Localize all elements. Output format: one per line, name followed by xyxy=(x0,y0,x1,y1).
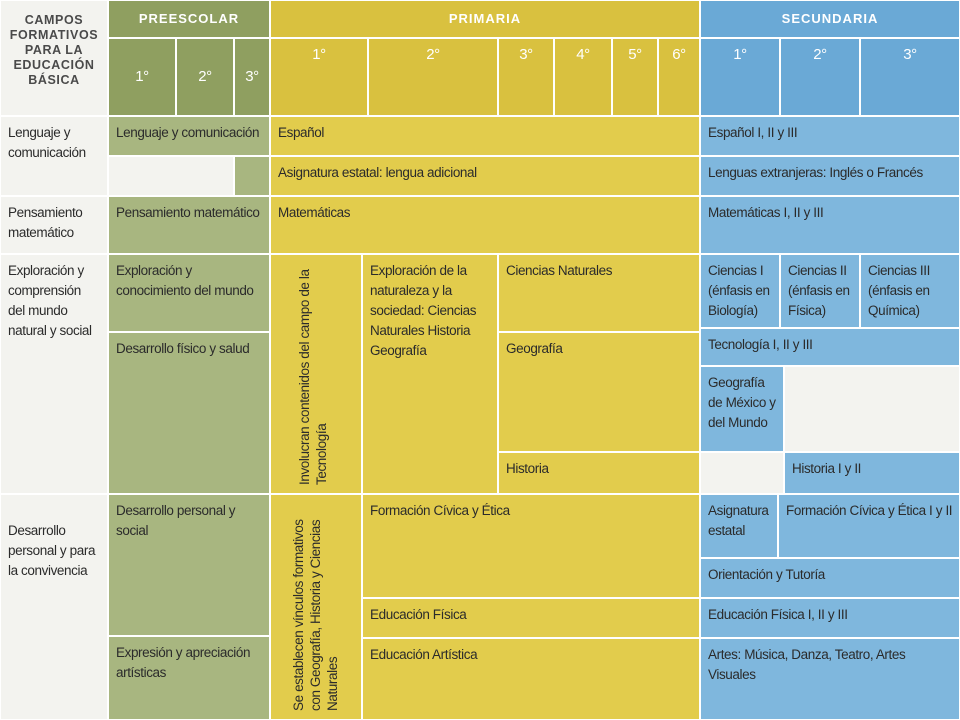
pre-grade3-block xyxy=(234,156,270,196)
sec-lenguas: Lenguas extranjeras: Inglés o Francés xyxy=(700,156,960,196)
grade-primaria-6: 6° xyxy=(658,38,700,116)
tecnologia-vertical-text: Involucran contenidos del campo de la Tecnología xyxy=(297,269,329,485)
pri-vinculos-vertical xyxy=(270,494,362,720)
grade-preescolar-2: 2° xyxy=(176,38,234,116)
sec-geografia: Geografía de México y del Mundo xyxy=(700,366,784,452)
sec-formacion-civica: Formación Cívica y Ética I y II xyxy=(778,494,960,558)
sec-artes: Artes: Música, Danza, Teatro, Artes Visuales xyxy=(700,638,960,720)
grade-primaria-1: 1° xyxy=(270,38,368,116)
grade-secundaria-3: 3° xyxy=(860,38,960,116)
grade-primaria-4: 4° xyxy=(554,38,612,116)
sec-espanol: Español I, II y III xyxy=(700,116,960,156)
field-desarrollo: Desarrollo personal y para la convivencia xyxy=(0,494,108,720)
sec-orientacion: Orientación y Tutoría xyxy=(700,558,960,598)
pre-desarrollo-personal: Desarrollo personal y social xyxy=(108,494,270,636)
sec-empty-right xyxy=(784,366,960,452)
sec-ciencias-3: Ciencias III (énfasis en Química) xyxy=(860,254,960,328)
vinculos-vertical-text: Se establecen vínculos formativos con Geografía, Historia y Ciencias Naturales xyxy=(291,519,340,711)
field-exploracion: Exploración y comprensión del mundo natural y social xyxy=(0,254,108,494)
pri-historia: Historia xyxy=(498,452,700,494)
field-lenguaje: Lenguaje y comunicación xyxy=(0,116,108,196)
grade-preescolar-3: 3° xyxy=(234,38,270,116)
pri-exploracion-naturaleza: Exploración de la naturaleza y la sociedad: Ciencias Naturales Historia Geografía xyxy=(362,254,498,494)
pri-matematicas: Matemáticas xyxy=(270,196,700,254)
pre-empty-block xyxy=(108,156,234,196)
sec-matematicas: Matemáticas I, II y III xyxy=(700,196,960,254)
grade-secundaria-1: 1° xyxy=(700,38,780,116)
pri-educacion-artistica: Educación Artística xyxy=(362,638,700,720)
sec-ciencias-1: Ciencias I (énfasis en Biología) xyxy=(700,254,780,328)
pri-espanol: Español xyxy=(270,116,700,156)
grade-primaria-3: 3° xyxy=(498,38,554,116)
pri-asignatura-estatal: Asignatura estatal: lengua adicional xyxy=(270,156,700,196)
corner-header: CAMPOS FORMATIVOS PARA LA EDUCACIÓN BÁSICA xyxy=(0,0,108,116)
field-pensamiento: Pensamiento matemático xyxy=(0,196,108,254)
pri-formacion-civica: Formación Cívica y Ética xyxy=(362,494,700,598)
pri-ciencias-naturales: Ciencias Naturales xyxy=(498,254,700,332)
grade-primaria-2: 2° xyxy=(368,38,498,116)
sec-historia: Historia I y II xyxy=(784,452,960,494)
pre-exploracion: Exploración y conocimiento del mundo xyxy=(108,254,270,332)
sec-educacion-fisica: Educación Física I, II y III xyxy=(700,598,960,638)
level-header-secundaria: SECUNDARIA xyxy=(700,0,960,38)
sec-ciencias-2: Ciencias II (énfasis en Física) xyxy=(780,254,860,328)
pri-tecnologia-vertical xyxy=(270,254,362,494)
sec-asignatura-estatal: Asignatura estatal xyxy=(700,494,778,558)
pre-lenguaje: Lenguaje y comunicación xyxy=(108,116,270,156)
level-header-preescolar: PREESCOLAR xyxy=(108,0,270,38)
sec-tecnologia: Tecnología I, II y III xyxy=(700,328,960,366)
sec-empty-left xyxy=(700,452,784,494)
grade-secundaria-2: 2° xyxy=(780,38,860,116)
pre-expresion: Expresión y apreciación artísticas xyxy=(108,636,270,720)
pre-matematico: Pensamiento matemático xyxy=(108,196,270,254)
pre-desarrollo-fisico: Desarrollo físico y salud xyxy=(108,332,270,494)
grade-primaria-5: 5° xyxy=(612,38,658,116)
pri-educacion-fisica: Educación Física xyxy=(362,598,700,638)
level-header-primaria: PRIMARIA xyxy=(270,0,700,38)
grade-preescolar-1: 1° xyxy=(108,38,176,116)
pri-geografia: Geografía xyxy=(498,332,700,452)
